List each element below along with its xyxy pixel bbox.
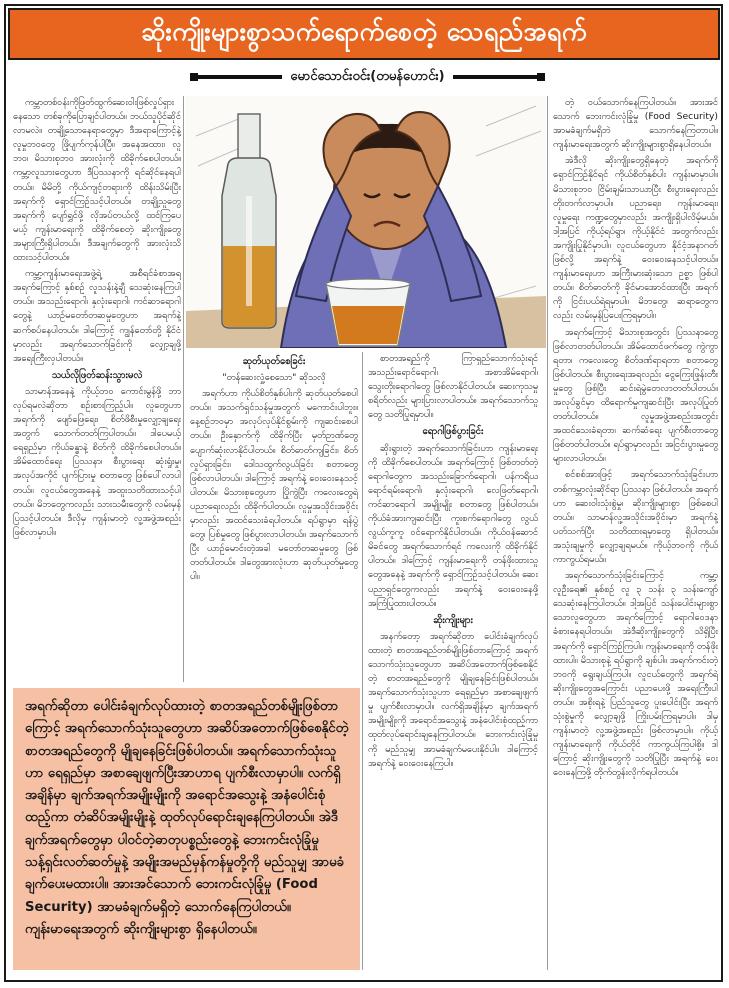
quoted-phrase: "တန်ဆေးလှုံ့စေသော" ဆိုသလို [222, 372, 326, 384]
paragraph: အနက်တော့ အရက်ဆိုတာ ပေါင်းခံချက်လုပ်ထားတဲ့ စာတအရည်တစ်မျိုးဖြစ်တာကြောင့် အရက်သောက်သုံးသူတွေဟာ အဆိပ်အတောက်ဖြစ်စေနိုင်တဲ့ စာတအရည်တွေကို မျိုချနေခြင်းဖြစ်ပါတယ်။ အရက်သောက်သုံးသူဟာ ရေရှည်မှာ အစာချေဖျက်မှု ပျက်စီးလာမှာပါ။ လက်ရှိအချိန်မှာ ချက်အရက်အမျိုးမျိုးကို အရောင်အသွေးနဲ့ အနံပေါင်းစုံထည့်ကာ ထုတ်လုပ်ရောင်းချနေကြပါတယ်။ ဘေးကင်းလုံခြုံမှုကို မည်သူမျှ အာမခံချက်မပေးနိုင်ပါ။ ဒါကြောင့် အရက်နဲ့ ဝေးဝေးနေကြပါ။ [368, 630, 538, 769]
byline-rule-right [453, 75, 537, 79]
column-1 [13, 96, 181, 682]
paragraph: ဆိုးရွားတဲ့ အရက်သောက်ခြင်းဟာ ကျန်းမာရေးကို ထိခိုက်စေပါတယ်။ အရက်ကြောင့် ဖြစ်တတ်တဲ့ ရောဂါတွေက အသည်းခြောက်ရောဂါ၊ ပန်ကရိယ ရောင်ရမ်းရောဂါ၊ နှလုံးရောဂါ၊ လေဖြတ်ရောဂါ၊ ကင်ဆာရောဂါ အမျိုးမျိုး စတာတွေ ဖြစ်ပါတယ်။ ကိုယ်ခံအားကျဆင်းပြီး ကူးစက်ရောဂါတွေ လွယ်လွယ်ကူကူ ဝင်ရောက်နိုင်ပါတယ်။ ကိုယ်ဝန်ဆောင်မိခင်တွေ အရက်သောက်ရင် ကလေးကို ထိခိုက်နိုင်ပါတယ်။ ဒါကြောင့် ကျန်းမာရေးကို တန်ဖိုးထားသူတွေအနေနဲ့ အရက်ကို ရှောင်ကြဉ်သင့်ပါတယ်။ ဆေးပညာရှင်တွေကလည်း အရက်နဲ့ ဝေးဝေးနေဖို့ အကြံပြုထားပါတယ်။ [368, 442, 538, 609]
paragraph: အရက်သောက်သုံးခြင်းကြောင့် ကမ္ဘာ့လူဦးရေ၏ နှစ်စဉ် လူ ၃ သန်း ၃ သန်းကျော် သေဆုံးနေကြပါတယ်။ ဒါ့အပြင် သန်းပေါင်းများစွာသောလူတွေဟာ အရက်ကြောင့် ရောဂါဝေဒနာ ခံစားနေရပါတယ်။ အဲဒီဆိုးကျိုးတွေကို သိရှိပြီး အရက်ကို ရှောင်ကြဉ်ကြပါ။ ကျန်းမာရေးကို တန်ဖိုးထားပါ။ မိသားစုနဲ့ ရပ်ရွာကို ချစ်ပါ။ အရက်ကင်းတဲ့ ဘဝကို ရွေးချယ်ကြပါ။ လူငယ်တွေကို အရက်ရဲ့ ဆိုးကျိုးတွေအကြောင်း ပညာပေးဖို့ အရေးကြီးပါတယ်။ အစိုးရနဲ့ ပြည်သူတွေ ပူးပေါင်းပြီး အရက်သုံးစွဲမှုကို လျှော့ချဖို့ ကြိုးပမ်းကြရမှာပါ။ ဒါမှ ကျန်းမာတဲ့ လူ့အဖွဲ့အစည်း ဖြစ်လာမှာပါ။ ကိုယ့်ကျန်းမာရေးကို ကိုယ်တိုင် ကာကွယ်ကြပါစို့။ ဒါကြောင့် ဆိုးကျိုးတွေကို သတိပြုပြီး အရက်နဲ့ ဝေးဝေးနေကြဖို့ တိုက်တွန်းလိုက်ရပါတယ်။ [553, 570, 718, 779]
section-heading: ဆိုးကျိုးများ [433, 614, 473, 626]
byline [190, 66, 545, 88]
section-heading: ရောဂါဖြစ်ပွားခြင်း [422, 426, 484, 438]
paragraph: ကမ္ဘာ့ကျန်းမာရေးအဖွဲ့ရဲ့ အစီရင်ခံစာအရ အရက်ကြောင့် နှစ်စဉ် လူသန်းနဲ့ချီ သေဆုံးနေကြပါတယ်။ အသည်းရောဂါ၊ နှလုံးရောဂါ၊ ကင်ဆာရောဂါတွေနဲ့ ယာဉ်မတော်တဆမှုတွေဟာ အရက်နဲ့ ဆက်စပ်နေပါတယ်။ ဒါကြောင့် ကျွန်တော်တို့ နိုင်ငံမှာလည်း အရက်သောက်ခြင်းကို လျှော့ချဖို့ အရေးကြီးလှပါတယ်။ [13, 268, 181, 364]
illustration-svg [186, 96, 546, 348]
liquor-bottle-icon [222, 114, 276, 328]
paragraph: အရက်ဟာ ကိုယ်စိတ်နှစ်ပါးကို ဆုတ်ယုတ်စေပါတယ်။ အသက်ရှင်သန်မှုအတွက် မကောင်းပါဘူး။ နေ့စဉ်ဘဝမှာ အလုပ်လုပ်နိုင်စွမ်းကို ကျဆင်းစေပါတယ်။ ဦးနှောက်ကို ထိခိုက်ပြီး မှတ်ဉာဏ်တွေ ပျောက်ဆုံးလာနိုင်ပါတယ်။ စိတ်ဓာတ်ကျခြင်း၊ စိတ်လှုပ်ရှားခြင်း၊ ဒေါသထွက်လွယ်ခြင်း စတာတွေ ဖြစ်လာပါတယ်။ ဒါကြောင့် အရက်နဲ့ ဝေးဝေးနေသင့်ပါတယ်။ မိသားစုတွေဟာ ပြိုကွဲပြီး ကလေးတွေရဲ့ ပညာရေးလည်း ထိခိုက်ပါတယ်။ လူမှုအသိုင်းအဝိုင်းမှာလည်း အထင်သေးခံရပါတယ်။ ရပ်ရွာမှာ ရန်ပွဲတွေ၊ ပြစ်မှုတွေ ဖြစ်ပွားလာပါတယ်။ အရက်သောက်ပြီး ယာဉ်မောင်းတဲ့အခါ မတော်တဆမှုတွေ ဖြစ်တတ်ပါတယ်။ ဒါတွေအားလုံးဟာ ဆုတ်ယုတ်မှုတွေပါ။ [190, 388, 358, 583]
pull-quote-text: အရက်ဆိုတာ ပေါင်းခံချက်လုပ်ထားတဲ့ စာတအရည်တစ်မျိုးဖြစ်တာကြောင့် အရက်သောက်သုံးသူတွေဟာ အဆိပ်အတောက်ဖြစ်စေနိုင်တဲ့ စာတအရည်တွေကို မျိုချနေခြင်းဖြစ်ပါတယ်။ အရက်သောက်သုံးသူဟာ ရေရှည်မှာ အစာချေဖျက်ပြီးအာဟာရ ပျက်စီးလာမှာပါ။ လက်ရှိအချိန်မှာ ချက်အရက်အမျိုးမျိုးကို အရောင်အသွေးနဲ့ အနံပေါင်းစုံထည့်ကာ တံဆိပ်အမျိုးမျိုးနဲ့ ထုတ်လုပ်ရောင်းချနေကြပါတယ်။ အဲဒီချက်အရက်တွေမှာ ပါဝင်တဲ့ဓာတုပစ္စည်းတွေနဲ့ ဘေးကင်းလုံခြုံမှု သန့်ရှင်းလတ်ဆတ်မှုနဲ့ အမျိုးအမည်မှန်ကန်မှုတို့ကို မည်သူမျှ အာမခံချက်ပေးမထားပါ။ အားအင်သောက် ဘေးကင်းလုံခြုံမှု (Food Security) အာမခံချက်မရှိတဲ့ သောက်နေကြပါတယ်။ ကျန်းမာရေးအတွက် ဆိုးကျိုးများစွာ ရှိနေပါတယ်။ [25, 699, 349, 937]
paragraph: ကမ္ဘာတစ်ဝန်းကိုဖြတ်ထွက်ဆေးဝါးဖြစ်လှုပ်ရှားနေသော တစ်ခုကိုပြောချင်ပါတယ်။ ဘယ်သူပိုင်ဆိုင်လာမလဲ။ တချို့သောနေရာတွေမှာ ဒီအရာကြောင့်နဲ့ လူမှုဘဝတွေ ဖြိုပျက်ကုန်ပါပြီ။ အနေအထား၊ လူဘဝ၊ မိသားစုဘဝ အားလုံးကို ထိခိုက်စေပါတယ်။ ကမ္ဘာ့လူသားတွေဟာ ဒီပြဿနာကို ရင်ဆိုင်နေရပါတယ်။ မိမိတို့ ကိုယ်ကျင့်တရားကို ထိန်းသိမ်းပြီး အရက်ကို ရှောင်ကြဉ်သင့်ပါတယ်။ တချို့သူတွေ အရက်ကို ပျော်ရွှင်ဖို့ လိုအပ်တယ်လို့ ထင်ကြပေမယ့် ကျန်းမာရေးကို ထိခိုက်စေတဲ့ ဆိုးကျိုးတွေ အများကြီးရှိပါတယ်။ ဒီအချက်တွေကို အားလုံးသိထားသင့်ပါတယ်။ [13, 97, 181, 264]
column-rule [362, 352, 363, 970]
byline-ornament-right [537, 73, 545, 81]
illustration-drunk-man [186, 96, 546, 348]
headline: ဆိုးကျိုးများစွာသက်ရောက်စေတဲ့ သေရည်အရက် [141, 16, 587, 46]
paragraph: တဲ့ ဝယ်သောက်နေကြပါတယ်။ အားအင်သောက် ဘေးကင်းလုံခြုံမှု (Food Security) အာမခံချက်မရှိဘဲ သောက်နေကြတာပါ။ ကျန်းမာရေးအတွက် ဆိုးကျိုးများစွာရှိနေပါတယ်။ [553, 97, 718, 151]
liquor-glass-icon [326, 279, 410, 346]
column-rule [547, 96, 548, 970]
column-rule [183, 96, 184, 682]
paragraph: သာမာန်အနေနဲ့ ကိုယ့်ဘဝ ကောင်းမွန်ဖို့ ဘာလုပ်ရမလဲဆိုတာ စဉ်းစားကြည့်ပါ။ လူတွေဟာ အရက်ကို ဖျော်ဖြေရေး၊ စိတ်ဖိစီးမှုလျှော့ချရေးအတွက် သောက်တတ်ကြပါတယ်။ ဒါပေမယ့် ရေရှည်မှာ ကိုယ်ခန္ဓာနဲ့ စိတ်ကို ထိခိုက်စေပါတယ်။ အိမ်ထောင်ရေး ပြဿနာ၊ စီးပွားရေး ဆုံးရှုံးမှု၊ အလုပ်အကိုင် ပျက်ပြားမှု စတာတွေ ဖြစ်ပေါ်လာပါတယ်။ လူငယ်တွေအနေနဲ့ အထူးသတိထားသင့်ပါတယ်။ မိဘတွေကလည်း သားသမီးတွေကို လမ်းမှန်ပြသင့်ပါတယ်။ ဒီလိုမှ ကျန်းမာတဲ့ လူ့အဖွဲ့အစည်း ဖြစ်လာမှာပါ။ [13, 385, 181, 538]
section-heading: သယ်လိုဖြတ်ဆန်းသွားမလဲ [51, 369, 143, 381]
pull-quote-box [13, 688, 360, 970]
paragraph: အရက်ကြောင့် မိသားစုအတွင်း ပြဿနာတွေ ဖြစ်လာတတ်ပါတယ်။ အိမ်ထောင်ဖက်တွေ ကွဲကွာရတာ၊ ကလေးတွေ စိတ်ဒဏ်ရာရတာ စတာတွေ ဖြစ်ပါတယ်။ စီးပွားရေးအရလည်း ငွေကြေးဖြုန်းတီးမှုတွေ ဖြစ်ပြီး ဆင်းရဲမွဲတေလာတတ်ပါတယ်။ အလုပ်ခွင်မှာ ထိရောက်မှုကျဆင်းပြီး အလုပ်ပြုတ်တတ်ပါတယ်။ လူမှုအဖွဲ့အစည်းအတွင်း အထင်သေးခံရတာ၊ ဆက်ဆံရေး ပျက်စီးတာတွေ ဖြစ်တတ်ပါတယ်။ ရပ်ရွာမှာလည်း အငြင်းပွားမှုတွေ များလာပါတယ်။ [553, 326, 718, 465]
headline-banner [8, 8, 720, 60]
author-name: မောင်သောင်းဝင်း(တမန်ဟောင်း) [290, 68, 445, 84]
paragraph: အဲဒီလို ဆိုးကျိုးတွေရှိနေတဲ့ အရက်ကို ရှောင်ကြဉ်နိုင်ရင် ကိုယ်စိတ်နှစ်ပါး ကျန်းမာမှာပါ။ မိသားစုဘဝ ငြိမ်းချမ်းသာယာပြီး စီးပွားရေးလည်း တိုးတက်လာမှာပါ။ ပညာရေး၊ ကျန်းမာရေး၊ လူမှုရေး ကဏ္ဍတွေမှာလည်း အကျိုးရှိပါလိမ့်မယ်။ ဒါ့အပြင် ကိုယ့်ရပ်ရွာ၊ ကိုယ့်နိုင်ငံ အတွက်လည်း အကျိုးပြုနိုင်မှာပါ။ လူငယ်တွေဟာ နိုင်ငံ့အနာဂတ်ဖြစ်လို့ အရက်နဲ့ ဝေးဝေးနေသင့်ပါတယ်။ ကျန်းမာရေးဟာ အကြီးမားဆုံးသော ဥစ္စာ ဖြစ်ပါတယ်။ စိတ်ဓာတ်ကို ခိုင်မာအောင်ထားပြီး အရက်ကို ငြင်းပယ်ရဲရမှာပါ။ မိဘတွေ၊ ဆရာတွေကလည်း လမ်းမှန်ပြပေးကြရမှာပါ။ [553, 155, 718, 322]
paragraph: စာတအရည်ကို ကြာရှည်သောက်သုံးရင် အသည်းရောင်ရောဂါ၊ အစာအိမ်ရောဂါ၊ သွေးတိုးရောဂါတွေ ဖြစ်လာနိုင်ပါတယ်။ ဆေးကုသမှုစရိတ်လည်း များပြားလာပါတယ်။ အရက်သောက်သူတွေ သတိပြုရမှာပါ။ [368, 353, 538, 421]
column-2 [190, 352, 358, 682]
paragraph: စင်စစ်အားဖြင့် အရက်သောက်သုံးခြင်းဟာ တစ်ကမ္ဘာလုံးဆိုင်ရာ ပြဿနာ ဖြစ်ပါတယ်။ အရက်ဟာ ဆေးဝါးသုံးစွဲမှု၊ ဆိုးကျိုးများစွာ ဖြစ်စေပါတယ်။ သာမာန်လူ့အသိုင်းအဝိုင်းမှာ အရက်နဲ့ ပတ်သက်ပြီး သတိထားရမှာတွေ ရှိပါတယ်။ အသုံးချမှုကို လျှော့ချရမယ်။ ကိုယ့်ဘဝကို ကိုယ်ကာကွယ်ရမယ်။ [553, 469, 718, 565]
column-3 [553, 96, 718, 970]
section-heading: ဆုတ်ယုတ်စေခြင်း [242, 356, 306, 367]
byline-rule-left [198, 75, 282, 79]
byline-ornament-left [190, 73, 198, 81]
column-2b [368, 352, 538, 970]
